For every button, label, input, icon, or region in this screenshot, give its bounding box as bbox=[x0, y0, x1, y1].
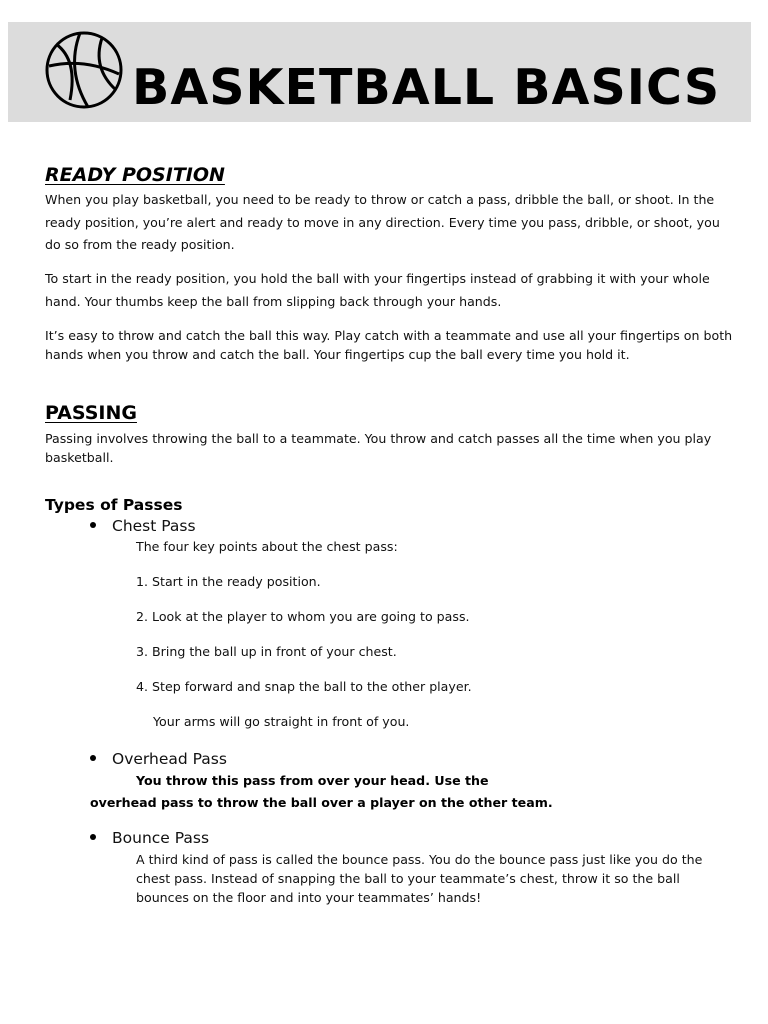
chest-step-4: 4. Step forward and snap the ball to the other player. bbox=[136, 679, 472, 694]
bounce-pass-label: Bounce Pass bbox=[112, 829, 210, 847]
ready-paragraph-1: When you play basketball, you need to be ready to throw or catch a pass, dribble the ball, or shoot. In the ready position, you’re alert and ready to move in any direction. Every time you pass, dribble, or shoot, you do so from the ready position. bbox=[45, 192, 720, 252]
page-title: BASKETBALL BASICS bbox=[132, 59, 721, 116]
types-of-passes-heading: Types of Passes bbox=[45, 496, 183, 514]
section-heading-ready-position: READY POSITION bbox=[45, 164, 225, 186]
chest-pass-label: Chest Pass bbox=[112, 517, 196, 535]
overhead-pass-label: Overhead Pass bbox=[112, 750, 227, 768]
chest-pass-intro: The four key points about the chest pass: bbox=[136, 539, 398, 554]
chest-step-2: 2. Look at the player to whom you are going to pass. bbox=[136, 609, 470, 624]
passing-intro: Passing involves throwing the ball to a teammate. You throw and catch passes all the time when you play basketball. bbox=[45, 431, 712, 465]
list-item-overhead-pass bbox=[90, 749, 227, 769]
overhead-pass-line-1: You throw this pass from over your head. Use the bbox=[136, 773, 489, 788]
bounce-pass-text: A third kind of pass is called the bounce pass. You do the bounce pass just like you do the chest pass. Instead of snapping the ball to your teammate’s chest, throw it so the ball bounces on the floor and into your teammates’ hands! bbox=[136, 852, 703, 905]
chest-step-3: 3. Bring the ball up in front of your chest. bbox=[136, 644, 397, 659]
bullet-icon bbox=[90, 834, 96, 840]
list-item-bounce-pass bbox=[90, 828, 209, 848]
bullet-icon bbox=[90, 755, 96, 761]
chest-pass-note: Your arms will go straight in front of you. bbox=[153, 714, 410, 729]
list-item-chest-pass bbox=[90, 516, 196, 536]
section-heading-passing: PASSING bbox=[45, 402, 137, 424]
ready-paragraph-2: To start in the ready position, you hold the ball with your fingertips instead of grabbing it with your whole hand. Your thumbs keep the ball from slipping back through your hands. bbox=[45, 271, 710, 309]
basketball-icon bbox=[44, 30, 124, 110]
bullet-icon bbox=[90, 522, 96, 528]
overhead-pass-line-2: overhead pass to throw the ball over a player on the other team. bbox=[90, 795, 553, 810]
ready-paragraph-3: It’s easy to throw and catch the ball this way. Play catch with a teammate and use all your fingertips on both hands when you throw and catch the ball. Your fingertips cup the ball every time you hold it. bbox=[45, 328, 733, 362]
chest-step-1: 1. Start in the ready position. bbox=[136, 574, 321, 589]
